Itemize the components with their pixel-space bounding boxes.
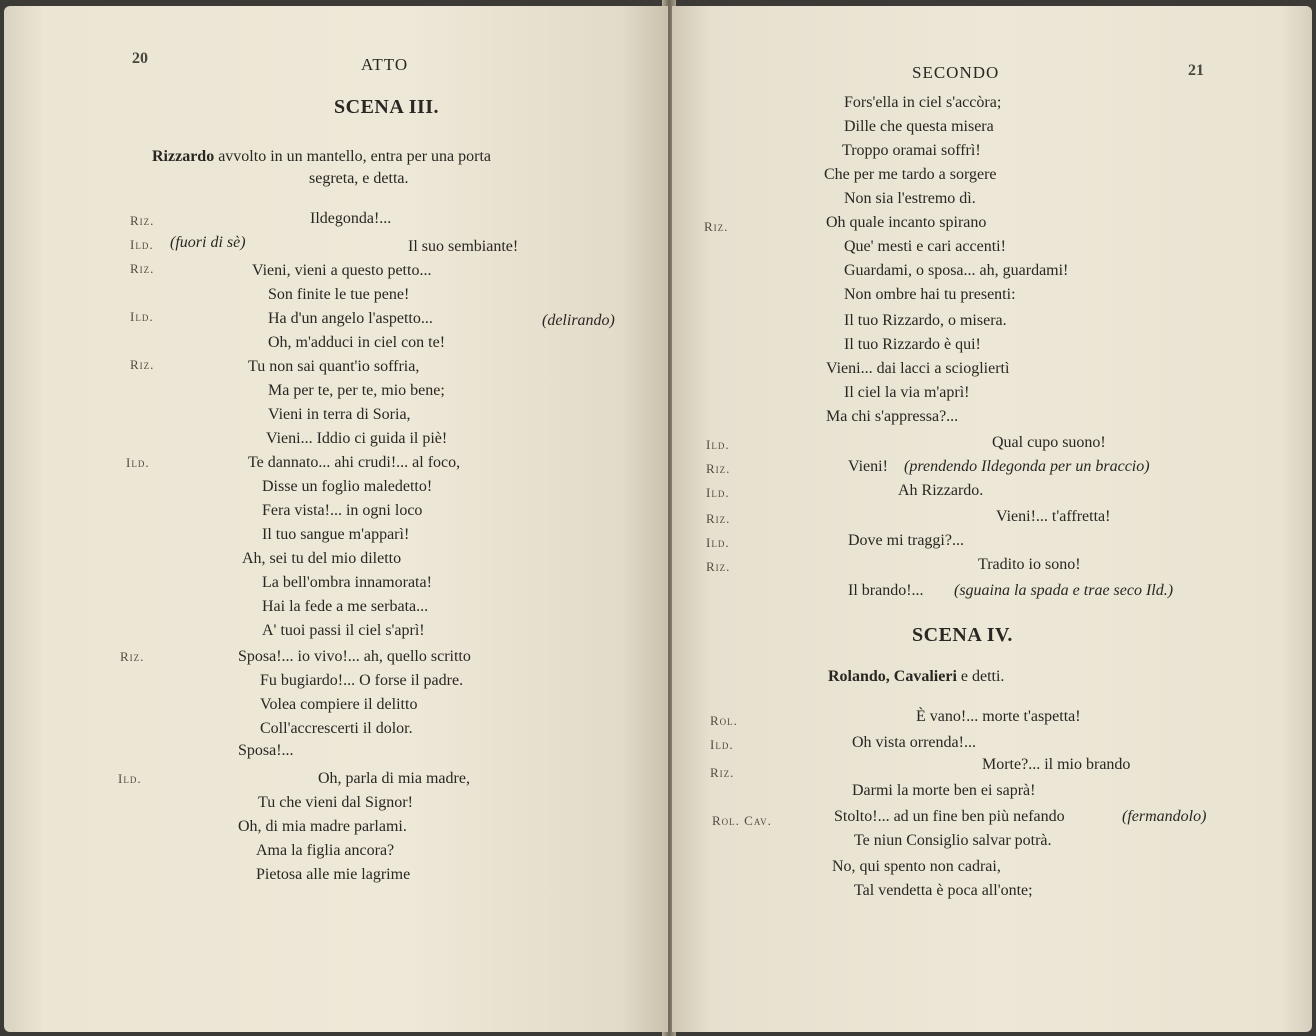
scene-characters-names: Rolando, Cavalieri [828,668,957,685]
verse-line: Fors'ella in ciel s'accòra; [844,94,1002,111]
verse-line: Tu che vieni dal Signor! [258,794,413,811]
verse-line: Non ombre hai tu presenti: [844,286,1016,303]
scene-characters [828,668,1004,686]
verse-line: Volea compiere il delitto [260,696,418,713]
verse-line: Ha d'un angelo l'aspetto... [268,310,433,327]
speaker-label: Riz. [704,219,729,234]
verse-line: Te niun Consiglio salvar potrà. [854,832,1052,849]
stage-direction-inline: (fermandolo) [1122,808,1207,825]
stage-direction-inline: (fuori di sè) [170,234,246,251]
verse-line: Tal vendetta è poca all'onte; [854,882,1033,899]
verse-line: Darmi la morte ben ei saprà! [852,782,1036,799]
verse-line: Tradito io sono! [978,556,1081,573]
verse-line: Il tuo sangue m'apparì! [262,526,410,543]
speaker-label: Rol. [710,713,738,728]
verse-line: Ma chi s'appressa?... [826,408,959,425]
stage-direction-text: avvolto in un mantello, entra per una porta [218,148,492,165]
speaker-label: Riz. [706,461,731,476]
verse-line: Ama la figlia ancora? [256,842,395,859]
verse-line: Coll'accrescerti il dolor. [260,720,413,737]
left-page [4,6,668,1032]
verse-line: Qual cupo suono! [992,434,1106,451]
speaker-label: Ild. [706,485,730,500]
verse-line: Sposa!... io vivo!... ah, quello scritto [238,648,471,665]
speaker-label: Riz. [130,261,155,276]
verse-line: Hai la fede a me serbata... [262,598,429,615]
verse-line: Oh, di mia madre parlami. [238,818,407,835]
speaker-label: Ild. [710,737,734,752]
verse-line: Vieni!... t'affretta! [996,508,1111,525]
scene-title-left: SCENA III. [334,96,440,118]
speaker-label: Riz. [706,559,731,574]
verse-line: Che per me tardo a sorgere [824,166,997,183]
speaker-label: Ild. [130,237,154,252]
verse-line: Troppo oramai soffrì! [842,142,981,159]
verse-line: Te dannato... ahi crudi!... al foco, [248,454,461,471]
verse-line: Oh vista orrenda!... [852,734,976,751]
speaker-label: Riz. [120,649,145,664]
stage-direction-inline: (delirando) [542,312,615,329]
speaker-label: Riz. [130,357,155,372]
verse-line: Vieni... Iddio ci guida il piè! [266,430,448,447]
stage-direction-inline: (prendendo Ildegonda per un braccio) [904,458,1150,475]
verse-line: Vieni, vieni a questo petto... [252,262,432,279]
verse-line: Ma per te, per te, mio bene; [268,382,445,399]
verse-line: Il ciel la via m'aprì! [844,384,970,401]
verse-line: Oh, m'adduci in ciel con te! [268,334,446,351]
verse-line: Disse un foglio maledetto! [262,478,433,495]
verse-line: Vieni! [848,458,888,475]
verse-line: Que' mesti e cari accenti! [844,238,1006,255]
verse-line: Vieni... dai lacci a sciogliertì [826,360,1010,377]
verse-line: La bell'ombra innamorata! [262,574,432,591]
speaker-label: Ild. [130,309,154,324]
running-head-left: ATTO [361,55,409,74]
stage-direction-cont: segreta, e detta. [309,170,409,187]
scene-characters-rest: e detti. [960,668,1005,685]
verse-line: Pietosa alle mie lagrime [256,866,411,883]
verse-line: È vano!... morte t'aspetta! [916,708,1081,725]
speaker-label: Riz. [706,511,731,526]
verse-line: Ah, sei tu del mio diletto [242,550,402,567]
stage-direction-name: Rizzardo [152,148,215,165]
verse-line: Vieni in terra di Soria, [268,406,411,423]
verse-line: Fera vista!... in ogni loco [262,502,423,519]
verse-line: Dove mi traggi?... [848,532,964,549]
page-number-left: 20 [132,50,148,67]
speaker-label: Riz. [130,213,155,228]
verse-line: Dille che questa misera [844,118,994,135]
verse-line: No, qui spento non cadrai, [832,858,1001,875]
speaker-label: Ild. [126,455,150,470]
verse-line: A' tuoi passi il ciel s'aprì! [262,622,425,639]
verse-line: Il tuo Rizzardo, o misera. [844,312,1007,329]
verse-line: Il suo sembiante! [408,238,519,255]
verse-line: Tu non sai quant'io soffria, [248,358,420,375]
stage-direction-inline: (sguaina la spada e trae seco Ild.) [954,582,1174,599]
verse-line: Il tuo Rizzardo è qui! [844,336,981,353]
verse-line: Morte?... il mio brando [982,756,1131,773]
verse-line: Il brando!... [848,582,924,599]
verse-line: Ildegonda!... [310,210,392,227]
verse-line: Fu bugiardo!... O forse il padre. [260,672,464,689]
verse-line: Oh, parla di mia madre, [318,770,470,787]
verse-line: Oh quale incanto spirano [826,214,987,231]
scene-title-right: SCENA IV. [912,624,1013,646]
right-page [672,6,1312,1032]
speaker-label: Ild. [706,437,730,452]
verse-line: Ah Rizzardo. [898,482,984,499]
stage-direction [152,148,491,166]
speaker-label: Ild. [706,535,730,550]
speaker-label: Riz. [710,765,735,780]
verse-line: Guardami, o sposa... ah, guardami! [844,262,1069,279]
verse-line: Stolto!... ad un fine ben più nefando [834,808,1065,825]
verse-line: Son finite le tue pene! [268,286,410,303]
running-head-right: SECONDO [912,63,1000,82]
verse-line: Non sia l'estremo dì. [844,190,976,207]
page-number-right: 21 [1188,62,1204,79]
verse-line: Sposa!... [238,742,294,759]
speaker-label: Rol. Cav. [712,813,772,828]
speaker-label: Ild. [118,771,142,786]
